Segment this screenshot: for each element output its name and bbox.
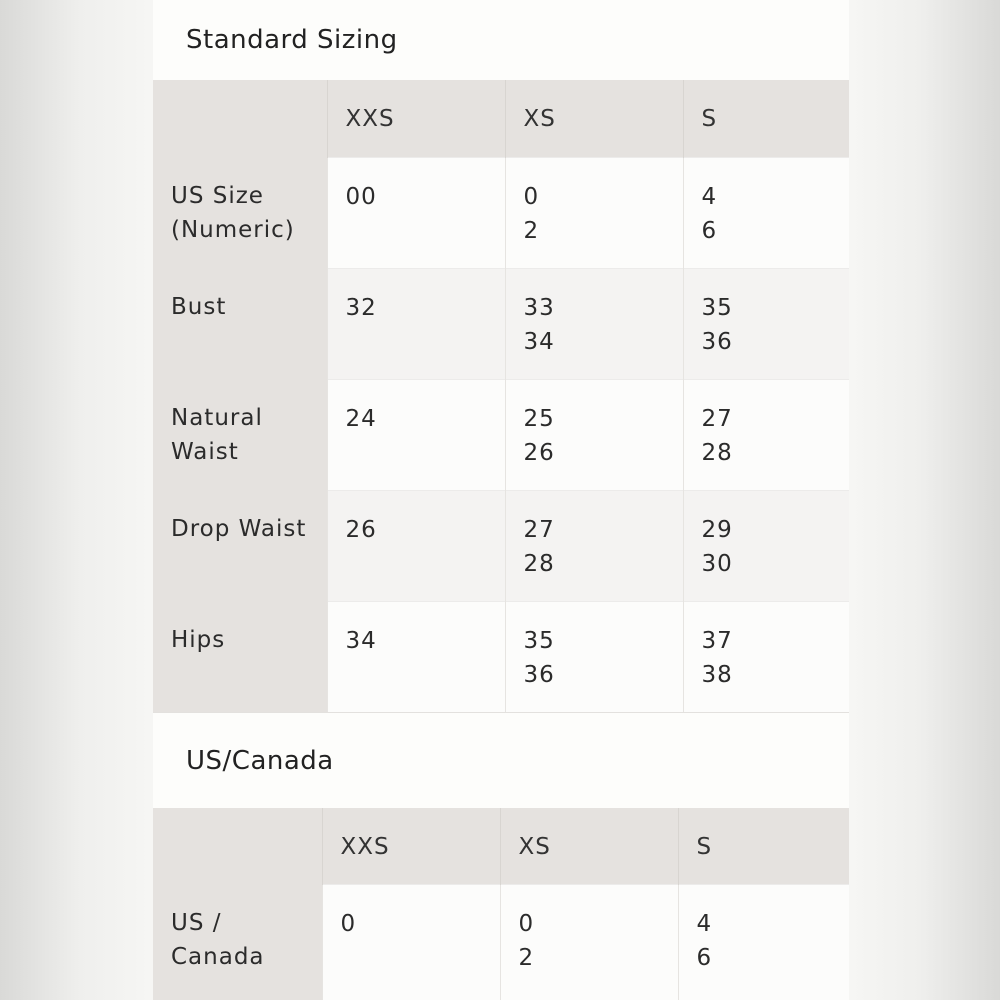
row-label-line: (Numeric) [171, 217, 295, 243]
cell-s [683, 379, 849, 490]
table-row [153, 157, 849, 268]
cell-value: 0 [518, 910, 535, 937]
cell-xxs [327, 268, 505, 379]
cell-s [683, 157, 849, 268]
header-xs: XS [500, 808, 678, 884]
cell-value: 29 [701, 516, 733, 543]
cell-xs [505, 490, 683, 601]
row-label-line: Natural [171, 405, 263, 431]
cell-value: 2 [518, 944, 535, 971]
row-label [153, 884, 322, 1000]
row-label-line: Hips [171, 627, 226, 653]
cell-xs [505, 268, 683, 379]
cell-xs [505, 379, 683, 490]
row-label-line: Canada [171, 944, 265, 970]
cell-value: 33 [523, 294, 555, 321]
cell-s [683, 490, 849, 601]
table-row [153, 601, 849, 712]
row-label-line: Waist [171, 439, 239, 465]
row-label-line: Bust [171, 294, 227, 320]
cell-value: 6 [696, 944, 713, 971]
cell-xxs [327, 157, 505, 268]
cell-value: 35 [701, 294, 733, 321]
table-row [153, 379, 849, 490]
row-label [153, 490, 327, 601]
cell-value: 32 [345, 294, 377, 321]
cell-value: 34 [345, 627, 377, 654]
cell-xs [505, 601, 683, 712]
header-s: S [678, 808, 849, 884]
cell-value: 37 [701, 627, 733, 654]
cell-value: 4 [696, 910, 713, 937]
table-row [153, 884, 849, 1000]
cell-value: 28 [701, 439, 733, 466]
cell-value: 38 [701, 661, 733, 688]
header-empty [153, 808, 322, 884]
cell-value: 26 [345, 516, 377, 543]
cell-value: 36 [701, 328, 733, 355]
cell-xxs [327, 490, 505, 601]
cell-value: 34 [523, 328, 555, 355]
cell-value: 4 [701, 183, 718, 210]
size-chart-panel [153, 0, 849, 1000]
header-xxs: XXS [327, 80, 505, 157]
cell-value: 25 [523, 405, 555, 432]
us-canada-table [153, 808, 849, 1000]
cell-value: 27 [701, 405, 733, 432]
cell-value: 36 [523, 661, 555, 688]
row-label [153, 157, 327, 268]
cell-value: 2 [523, 217, 540, 244]
row-label [153, 601, 327, 712]
cell-xxs [327, 601, 505, 712]
cell-s [678, 884, 849, 1000]
cell-value: 35 [523, 627, 555, 654]
cell-value: 00 [345, 183, 377, 210]
header-xxs: XXS [322, 808, 500, 884]
cell-value: 28 [523, 550, 555, 577]
cell-value: 0 [523, 183, 540, 210]
header-xs: XS [505, 80, 683, 157]
cell-xs [500, 884, 678, 1000]
header-empty [153, 80, 327, 157]
table-row [153, 490, 849, 601]
row-label-line: US Size [171, 183, 264, 209]
row-label-line: Drop Waist [171, 516, 307, 542]
table-header-row [153, 80, 849, 157]
cell-value: 6 [701, 217, 718, 244]
cell-s [683, 268, 849, 379]
header-s: S [683, 80, 849, 157]
row-label-line: US / [171, 910, 222, 936]
standard-sizing-title: Standard Sizing [153, 0, 849, 80]
table-row [153, 268, 849, 379]
cell-value: 27 [523, 516, 555, 543]
table-header-row [153, 808, 849, 884]
row-label [153, 379, 327, 490]
cell-xxs [322, 884, 500, 1000]
cell-value: 26 [523, 439, 555, 466]
cell-s [683, 601, 849, 712]
cell-value: 0 [340, 910, 357, 937]
standard-sizing-table [153, 80, 849, 712]
cell-xs [505, 157, 683, 268]
us-canada-title: US/Canada [153, 712, 849, 808]
cell-value: 24 [345, 405, 377, 432]
row-label [153, 268, 327, 379]
cell-xxs [327, 379, 505, 490]
cell-value: 30 [701, 550, 733, 577]
